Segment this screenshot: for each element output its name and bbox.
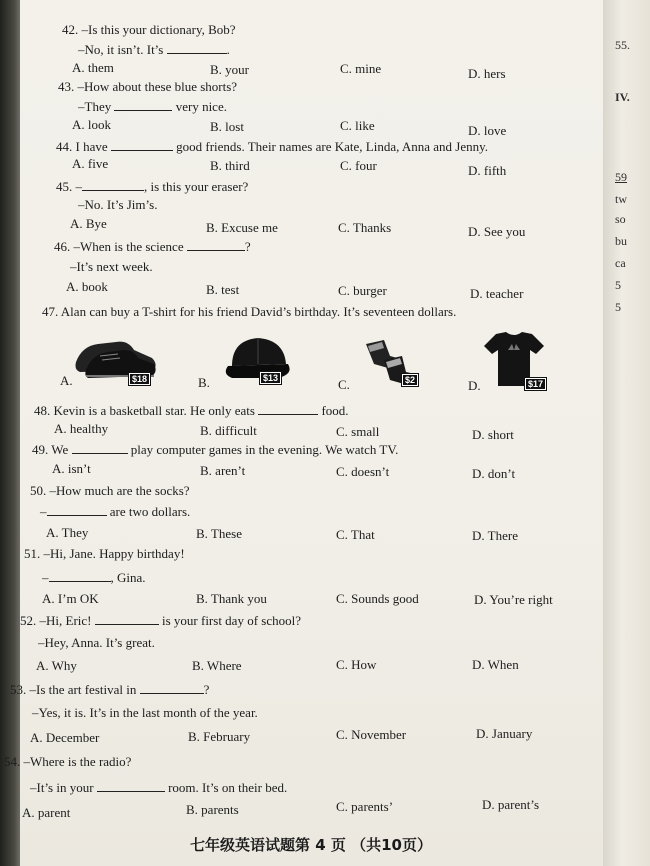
q54-stem: 54. –Where is the radio? [4, 754, 132, 769]
q45-option-b[interactable]: B. Excuse me [206, 220, 278, 235]
q45-line2: –No. It’s Jim’s. [78, 197, 158, 212]
q53-option-b[interactable]: B. February [188, 729, 251, 744]
answer-blank[interactable] [114, 98, 172, 111]
answer-blank[interactable] [95, 612, 159, 625]
q53-option-d[interactable]: D. January [476, 726, 533, 741]
q43-option-a[interactable]: A. look [72, 117, 111, 132]
q44-option-a[interactable]: A. five [72, 156, 109, 171]
q42-option-a[interactable]: A. them [72, 60, 114, 75]
q53-line2: –Yes, it is. It’s in the last month of the year. [32, 705, 258, 720]
q47-option-a[interactable]: A. [60, 373, 73, 388]
q47-option-d[interactable]: D. [468, 378, 481, 393]
price-tag-b: $13 [260, 372, 281, 384]
q44-option-b[interactable]: B. third [210, 158, 250, 173]
q42-option-d[interactable]: D. hers [468, 66, 506, 81]
q49-option-c[interactable]: C. doesn’t [336, 464, 390, 479]
price-tag-c: $2 [402, 374, 418, 386]
answer-blank[interactable] [140, 681, 204, 694]
answer-blank[interactable] [47, 503, 107, 516]
q50-option-d[interactable]: D. There [472, 528, 518, 543]
q46-option-d[interactable]: D. teacher [470, 286, 524, 301]
answer-blank[interactable] [82, 178, 144, 191]
q51-option-d[interactable]: D. You’re right [474, 592, 553, 607]
q42-option-b[interactable]: B. your [210, 62, 249, 77]
answer-blank[interactable] [49, 569, 111, 582]
margin-fragment: 59 [615, 170, 627, 184]
answer-blank[interactable] [258, 402, 318, 415]
q44-option-d[interactable]: D. fifth [468, 163, 507, 178]
q48-option-a[interactable]: A. healthy [54, 421, 109, 436]
q51-line2: – , Gina. [42, 570, 146, 585]
q52-option-b[interactable]: B. Where [192, 658, 242, 673]
q45-option-d[interactable]: D. See you [468, 224, 526, 239]
q50-option-a[interactable]: A. They [46, 525, 89, 540]
cap-image[interactable] [218, 334, 300, 384]
q54-option-b[interactable]: B. parents [186, 802, 239, 817]
q50-line2: – are two dollars. [40, 504, 191, 519]
q43-stem: 43. –How about these blue shorts? [58, 79, 238, 94]
q49-option-d[interactable]: D. don’t [472, 466, 516, 481]
q43-line2: –They very nice. [78, 99, 227, 114]
q49-option-a[interactable]: A. isn’t [52, 461, 91, 476]
price-tag-d: $17 [525, 378, 546, 390]
q52-option-c[interactable]: C. How [336, 657, 377, 672]
q42-stem: 42. –Is this your dictionary, Bob? [62, 22, 236, 37]
q46-stem: 46. –When is the science ? [54, 239, 251, 254]
q44-stem: 44. I have good friends. Their names are Kate, Linda, Anna and Jenny. [56, 139, 489, 154]
q43-option-d[interactable]: D. love [468, 123, 507, 138]
q54-line2: –It’s in your room. It’s on their bed. [30, 780, 288, 795]
q49-stem: 49. We play computer games in the evening. We watch TV. [32, 442, 399, 457]
q52-option-d[interactable]: D. When [472, 657, 519, 672]
q51-stem: 51. –Hi, Jane. Happy birthday! [24, 546, 185, 561]
q45-option-c[interactable]: C. Thanks [338, 220, 392, 235]
q48-option-b[interactable]: B. difficult [200, 423, 257, 438]
q52-stem: 52. –Hi, Eric! is your first day of school? [20, 613, 301, 628]
q48-stem: 48. Kevin is a basketball star. He only eats food. [34, 403, 349, 418]
margin-fragment: bu [615, 234, 627, 248]
price-tag-a: $18 [129, 373, 150, 385]
q52-line2: –Hey, Anna. It’s great. [38, 635, 155, 650]
margin-fragment: ca [615, 256, 626, 270]
page-footer: 七年级英语试题第 4 页 （共10页） [190, 836, 432, 854]
next-page-edge [603, 0, 650, 866]
q53-stem: 53. –Is the art festival in ? [10, 682, 210, 697]
margin-fragment: 5 [615, 300, 621, 314]
q45-stem: 45. – , is this your eraser? [56, 179, 249, 194]
q42-line2: –No, it isn’t. It’s . [78, 42, 230, 57]
q45-option-a[interactable]: A. Bye [70, 216, 107, 231]
answer-blank[interactable] [72, 441, 128, 454]
q54-option-d[interactable]: D. parent’s [482, 797, 540, 812]
q50-option-b[interactable]: B. These [196, 526, 242, 541]
exam-page [4, 0, 620, 866]
q48-option-c[interactable]: C. small [336, 424, 380, 439]
answer-blank[interactable] [167, 41, 227, 54]
margin-fragment: tw [615, 192, 627, 206]
margin-fragment: so [615, 212, 626, 226]
margin-fragment: 5 [615, 278, 621, 292]
q46-line2: –It’s next week. [70, 259, 153, 274]
q46-option-a[interactable]: A. book [66, 279, 108, 294]
q50-stem: 50. –How much are the socks? [30, 483, 190, 498]
q51-option-b[interactable]: B. Thank you [196, 591, 267, 606]
socks-image[interactable] [360, 334, 430, 388]
q43-option-c[interactable]: C. like [340, 118, 375, 133]
answer-blank[interactable] [187, 238, 245, 251]
q50-option-c[interactable]: C. That [336, 527, 375, 542]
q44-option-c[interactable]: C. four [340, 158, 377, 173]
q47-stem: 47. Alan can buy a T-shirt for his friend David’s birthday. It’s seventeen dollars. [42, 304, 457, 319]
q46-option-b[interactable]: B. test [206, 282, 240, 297]
q47-option-c[interactable]: C. [338, 377, 350, 392]
q51-option-c[interactable]: C. Sounds good [336, 591, 419, 606]
margin-fragment: IV. [615, 90, 630, 104]
q54-option-a[interactable]: A. parent [22, 805, 71, 820]
q47-option-b[interactable]: B. [198, 375, 210, 390]
q54-option-c[interactable]: C. parents’ [336, 799, 394, 814]
q49-option-b[interactable]: B. aren’t [200, 463, 246, 478]
q51-option-a[interactable]: A. I’m OK [42, 591, 99, 606]
answer-blank[interactable] [97, 779, 165, 792]
q53-option-c[interactable]: C. November [336, 727, 407, 742]
q46-option-c[interactable]: C. burger [338, 283, 387, 298]
q42-option-c[interactable]: C. mine [340, 61, 382, 76]
answer-blank[interactable] [111, 138, 173, 151]
q48-option-d[interactable]: D. short [472, 427, 514, 442]
q52-option-a[interactable]: A. Why [36, 658, 77, 673]
q43-option-b[interactable]: B. lost [210, 119, 244, 134]
margin-fragment: 55. [615, 38, 630, 52]
q53-option-a[interactable]: A. December [30, 730, 100, 745]
